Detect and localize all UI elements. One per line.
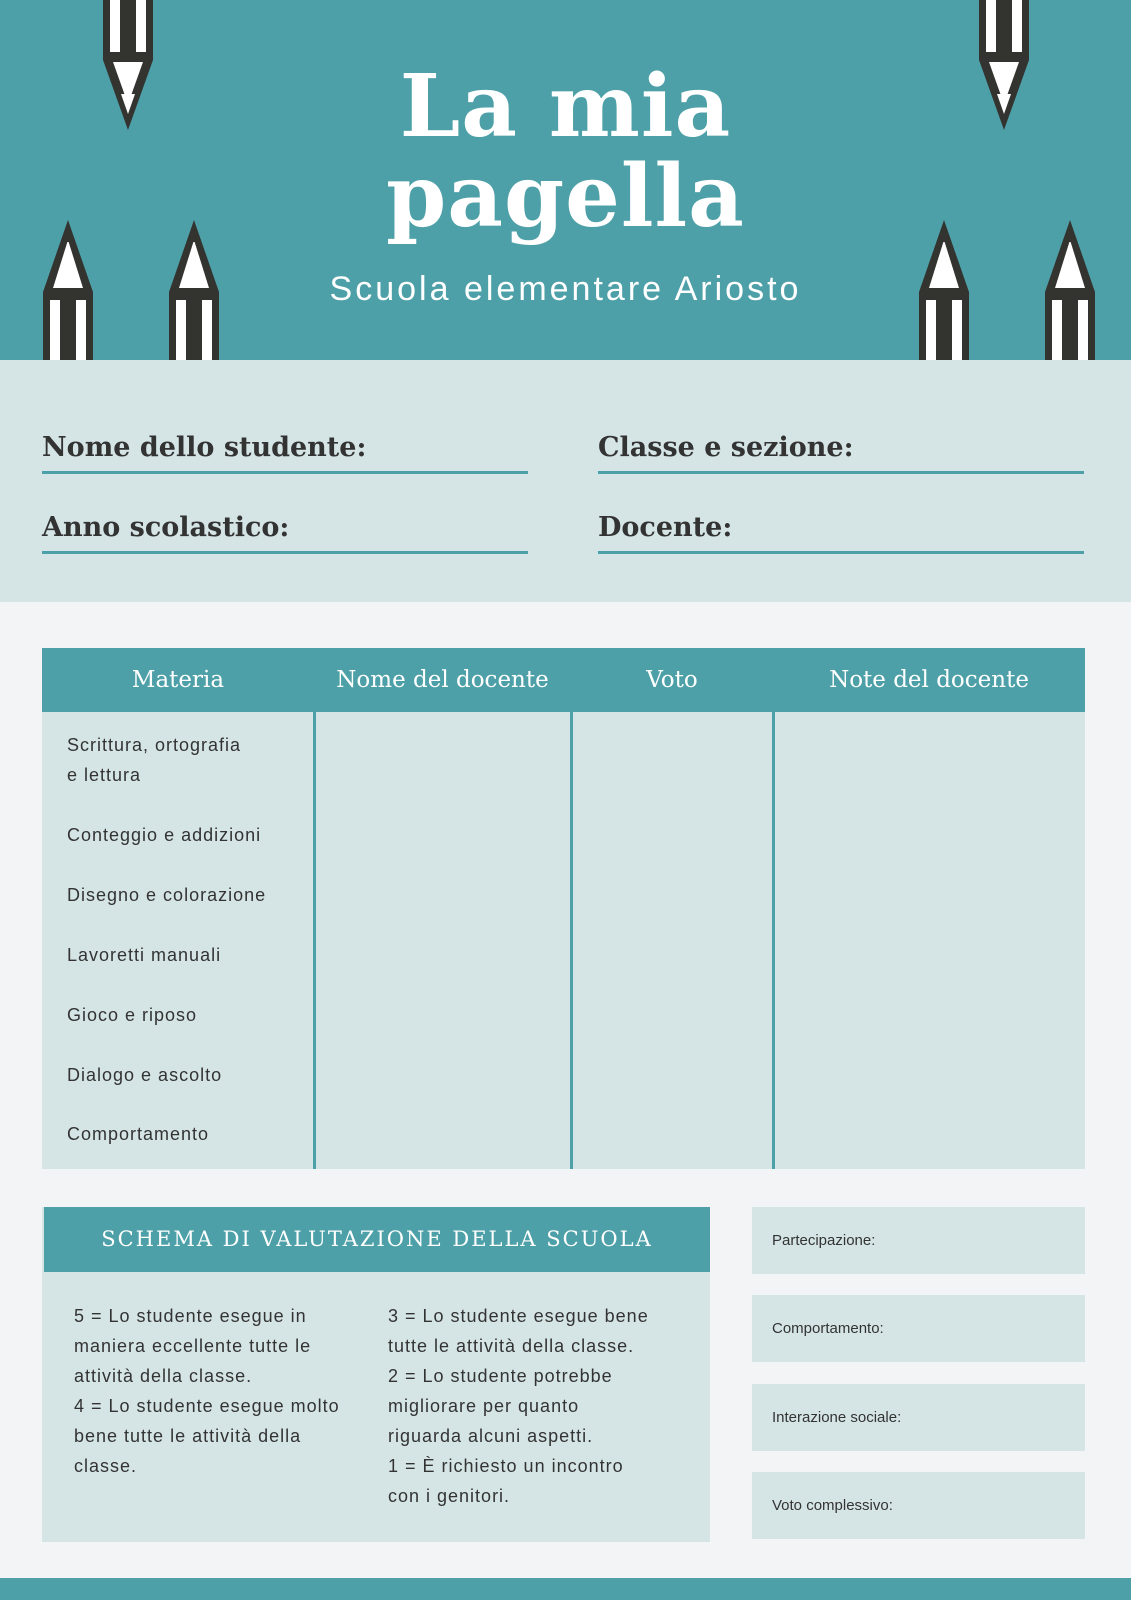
student-name-label: Nome dello studente: (42, 432, 367, 463)
column-divider (570, 712, 573, 1169)
column-header-notes: Note del docente (829, 667, 1029, 693)
behavior-label: Comportamento: (772, 1320, 884, 1337)
grading-scheme-right-text: 3 = Lo studente esegue bene tutte le attività della classe. 2 = Lo studente potrebbe migliorare per quanto riguarda alcuni aspetti. 1 = È richiesto un incontro con i genitori. (388, 1306, 649, 1506)
social-interaction-box[interactable] (752, 1384, 1085, 1451)
column-divider (772, 712, 775, 1169)
subject-cell: Conteggio e addizioni (67, 825, 262, 845)
column-header-grade: Voto (646, 667, 698, 693)
subject-cell: Lavoretti manuali (67, 945, 222, 965)
header-banner (0, 0, 1131, 360)
overall-grade-label: Voto complessivo: (772, 1497, 893, 1514)
subject-cell: Scrittura, ortografia e lettura (67, 735, 242, 785)
teacher-label: Docente: (598, 512, 733, 543)
grading-scheme (42, 1207, 710, 1542)
participation-box[interactable] (752, 1207, 1085, 1274)
subject-cell: Disegno e colorazione (67, 885, 267, 905)
title-line: pagella (386, 146, 745, 247)
column-divider (313, 712, 316, 1169)
social-interaction-label: Interazione sociale: (772, 1409, 902, 1426)
participation-label: Partecipazione: (772, 1232, 876, 1249)
student-info-section (0, 360, 1131, 602)
overall-grade-box[interactable] (752, 1472, 1085, 1539)
page-title (0, 56, 1131, 247)
table-header (42, 648, 1085, 712)
footer-bar (0, 1578, 1131, 1600)
school-year-label: Anno scolastico: (42, 512, 290, 543)
grading-scheme-left-text: 5 = Lo studente esegue in maniera eccellente tutte le attività della classe. 4 = Lo studente esegue molto bene tutte le attività della classe. (74, 1306, 340, 1476)
class-section-label: Classe e sezione: (598, 432, 854, 463)
behavior-box[interactable] (752, 1295, 1085, 1362)
student-name-field[interactable] (42, 417, 528, 474)
subject-cell: Dialogo e ascolto (67, 1065, 223, 1085)
column-header-teacher: Nome del docente (336, 667, 549, 693)
teacher-field[interactable] (598, 497, 1084, 554)
subject-cell: Comportamento (67, 1124, 210, 1144)
class-section-field[interactable] (598, 417, 1084, 474)
subject-cell: Gioco e riposo (67, 1005, 198, 1025)
school-subtitle: Scuola elementare Ariosto (329, 270, 802, 308)
title-line: La mia (399, 56, 732, 157)
grades-table (42, 648, 1085, 1169)
grading-scheme-title: SCHEMA DI VALUTAZIONE DELLA SCUOLA (44, 1207, 710, 1272)
column-header-subject: Materia (131, 667, 225, 693)
school-year-field[interactable] (42, 497, 528, 554)
